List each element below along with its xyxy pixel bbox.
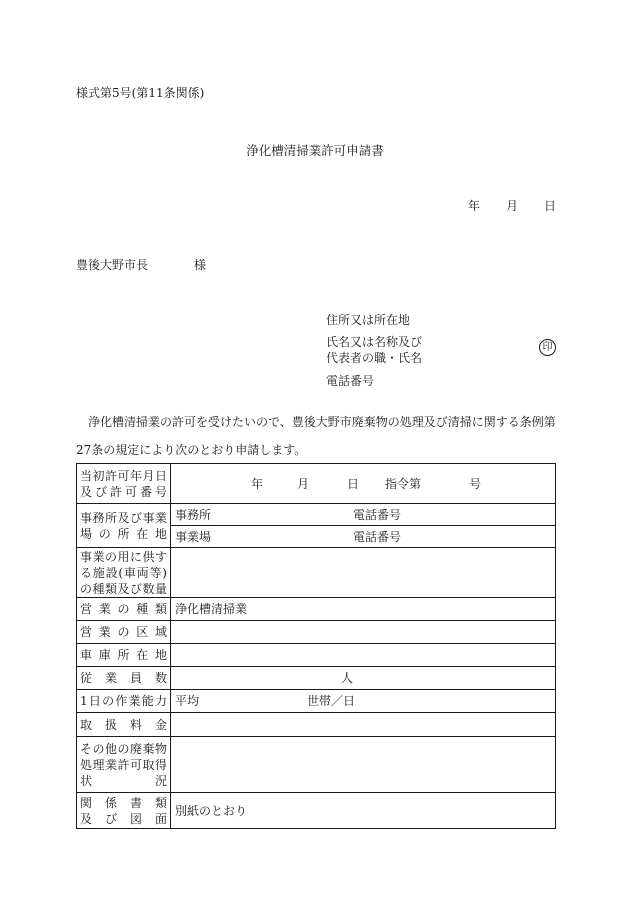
body-text-line-1: 浄化槽清掃業の許可を受けたいので、豊後大野市廃棄物の処理及び清掃に関する条例第 [88, 415, 556, 429]
initial-year: 年 [251, 476, 264, 491]
capacity-avg: 平均 [175, 694, 200, 708]
addressee-suffix: 様 [194, 258, 207, 272]
initial-go: 号 [469, 476, 482, 491]
row-fee [77, 713, 556, 737]
body-text-line-2: 27条の規定により次のとおり申請します。 [76, 443, 307, 457]
facilities-value[interactable] [171, 548, 556, 598]
jigyoba-tel-label: 電話番号 [353, 529, 402, 544]
office-label-2: 場の所在地 [80, 526, 167, 541]
documents-label-1: 関係書類 [80, 795, 167, 810]
row-documents [77, 793, 556, 829]
row-garage [77, 644, 556, 667]
form-number: 様式第5号(第11条関係) [76, 86, 205, 100]
initial-permit-label-2: 及び許可番号 [80, 484, 167, 499]
document-title: 浄化槽清掃業許可申請書 [246, 143, 384, 158]
date-month: 月 [506, 199, 519, 213]
employees-unit: 人 [341, 671, 354, 685]
row-facilities [77, 548, 556, 598]
other-permits-value[interactable] [171, 737, 556, 793]
other-permits-label-1: その他の廃棄物 [80, 741, 167, 756]
initial-permit-label-1: 当初許可年月日 [80, 468, 167, 483]
other-permits-label-2: 処理業許可取得 [80, 757, 167, 772]
facilities-label-2: る施設(車両等) [80, 565, 167, 580]
initial-month: 月 [297, 476, 310, 491]
business-type-value[interactable]: 浄化槽清掃業 [171, 598, 556, 621]
row-office [77, 504, 556, 548]
addressee [76, 256, 206, 273]
documents-label [77, 793, 171, 829]
addressee-name: 豊後大野市長 [76, 258, 149, 272]
jimusho-tel-label: 電話番号 [353, 507, 402, 522]
other-permits-label [77, 737, 171, 793]
applicant-tel-label: 電話番号 [326, 374, 375, 388]
application-table [76, 463, 556, 829]
garage-value[interactable] [171, 644, 556, 667]
fee-label: 取扱料金 [77, 713, 171, 737]
facilities-label-3: の種類及び数量 [80, 581, 167, 596]
garage-label: 車庫所在地 [77, 644, 171, 667]
seal-mark: 印 [539, 339, 556, 356]
row-business-area [77, 621, 556, 644]
office-label [77, 504, 171, 548]
initial-day: 日 [347, 476, 360, 491]
facilities-label-1: 事業の用に供す [80, 549, 167, 564]
applicant-name-label-2: 代表者の職・氏名 [326, 351, 423, 365]
date-line [468, 197, 556, 214]
business-area-value[interactable] [171, 621, 556, 644]
applicant-address-label: 住所又は所在地 [326, 313, 411, 327]
initial-shirei: 指令第 [385, 476, 422, 491]
jimusho-label: 事務所 [175, 507, 212, 522]
capacity-label: 1日の作業能力 [77, 690, 171, 713]
row-employees [77, 667, 556, 690]
capacity-unit: 世帯／日 [307, 694, 356, 708]
employees-label: 従業員数 [77, 667, 171, 690]
applicant-name-label-1: 氏名又は名称及び [326, 335, 423, 349]
capacity-value[interactable] [171, 690, 556, 713]
initial-permit-label [77, 464, 171, 504]
jimusho-row[interactable] [171, 504, 555, 525]
initial-permit-value[interactable] [171, 464, 556, 504]
business-area-label: 営業の区域 [77, 621, 171, 644]
row-business-type [77, 598, 556, 621]
facilities-label [77, 548, 171, 598]
row-initial-permit [77, 464, 556, 504]
date-day: 日 [544, 199, 557, 213]
documents-label-2: 及び図面 [80, 811, 167, 826]
other-permits-label-3: 状況 [80, 773, 167, 788]
jigyoba-row[interactable] [171, 525, 555, 547]
jigyoba-label: 事業場 [175, 529, 212, 544]
office-value [171, 504, 556, 548]
business-type-label: 営業の種類 [77, 598, 171, 621]
office-label-1: 事務所及び事業 [80, 510, 167, 525]
documents-value[interactable]: 別紙のとおり [171, 793, 556, 829]
employees-value[interactable] [171, 667, 556, 690]
row-other-permits [77, 737, 556, 793]
row-capacity [77, 690, 556, 713]
date-year: 年 [468, 199, 481, 213]
fee-value[interactable] [171, 713, 556, 737]
